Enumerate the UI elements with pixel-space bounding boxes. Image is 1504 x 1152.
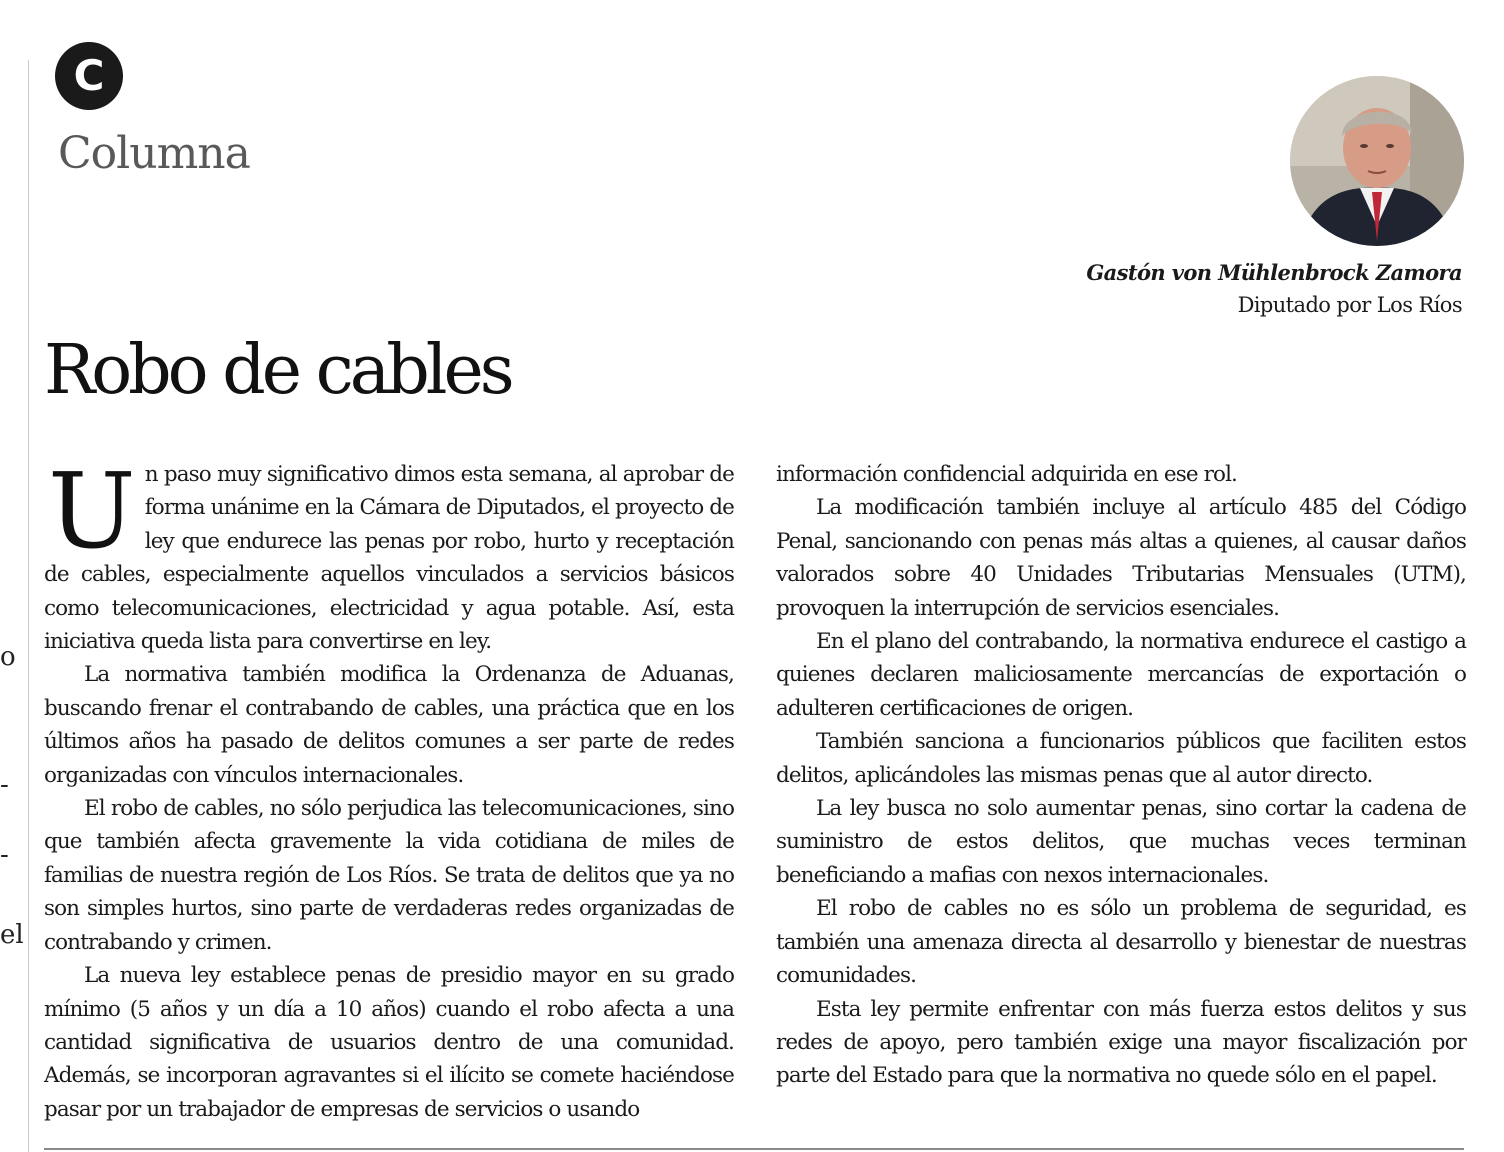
article-paragraph-continuation: información confidencial adquirida en ese rol. xyxy=(776,462,1237,487)
section-label: Columna xyxy=(58,128,250,179)
author-block xyxy=(1086,260,1462,317)
drop-cap: U xyxy=(48,450,135,572)
article-paragraph: El robo de cables no es sólo un problema de seguridad, es también una amenaza directa al desarrollo y bienestar de nuestras comunidades. xyxy=(776,896,1466,989)
edge-text-fragment: o xyxy=(0,642,16,672)
author-name: Gastón von Mühlenbrock Zamora xyxy=(1086,260,1462,285)
author-role: Diputado por Los Ríos xyxy=(1237,293,1462,317)
edge-text-fragment: - xyxy=(0,770,9,800)
edge-text-fragment: - xyxy=(0,840,9,870)
article-paragraph: El robo de cables, no sólo perjudica las telecomunicaciones, sino que también afecta gravemente la vida cotidiana de miles de familias de nuestra región de Los Ríos. Se trata de delitos que ya no son simples hurtos, sino parte de verdaderas redes organizadas de contrabando y crimen. xyxy=(44,796,734,955)
article-column-right xyxy=(776,458,1466,1093)
article-paragraph: Un paso muy significativo dimos esta semana, al aprobar de forma unánime en la Cámara de Diputados, el proyecto de ley que endurece las penas por robo, hurto y receptación de cables, especialmente aquellos vinculados a servicios básicos como telecomunicaciones, electricidad y agua potable. Así, esta iniciativa queda lista para convertirse en ley. xyxy=(44,450,734,655)
article-column-left xyxy=(44,450,734,1126)
article-paragraph: En el plano del contrabando, la normativa endurece el castigo a quienes declaren maliciosamente mercancías de exportación o adulteren certificaciones de origen. xyxy=(776,629,1466,721)
article-title: Robo de cables xyxy=(44,331,511,410)
bottom-rule xyxy=(44,1148,1464,1150)
author-portrait-icon xyxy=(1290,76,1464,246)
article-paragraph: También sanciona a funcionarios públicos que faciliten estos delitos, aplicándoles las mismas penas que al autor directo. xyxy=(776,729,1466,788)
article-paragraph: La modificación también incluye al artículo 485 del Código Penal, sancionando con penas más altas a quienes, al causar daños valorados sobre 40 Unidades Tributarias Mensuales (UTM), provoquen la interrupción de servicios esenciales. xyxy=(776,495,1466,621)
article-paragraph: La normativa también modifica la Ordenanza de Aduanas, buscando frenar el contrabando de cables, una práctica que en los últimos años ha pasado de delitos comunes a ser parte de redes organizadas con vínculos internacionales. xyxy=(44,662,734,788)
article-paragraph: La ley busca no solo aumentar penas, sino cortar la cadena de suministro de estos delitos, que muchas veces terminan beneficiando a mafias con nexos internacionales. xyxy=(776,796,1466,888)
article-paragraph: Esta ley permite enfrentar con más fuerza estos delitos y sus redes de apoyo, pero también exige una mayor fiscalización por parte del Estado para que la normativa no quede sólo en el papel. xyxy=(776,996,1466,1089)
section-badge: C xyxy=(55,42,123,110)
edge-text-fragment: el xyxy=(0,920,24,950)
left-column-rule xyxy=(28,60,29,1152)
article-paragraph: La nueva ley establece penas de presidio mayor en su grado mínimo (5 años y un día a 10 años) cuando el robo afecta a una cantidad significativa de usuarios dentro de una comunidad. Además, se incorporan agravantes si el ilícito se comete haciéndose pasar por un trabajador de empresas de servicios o usando xyxy=(44,963,734,1122)
